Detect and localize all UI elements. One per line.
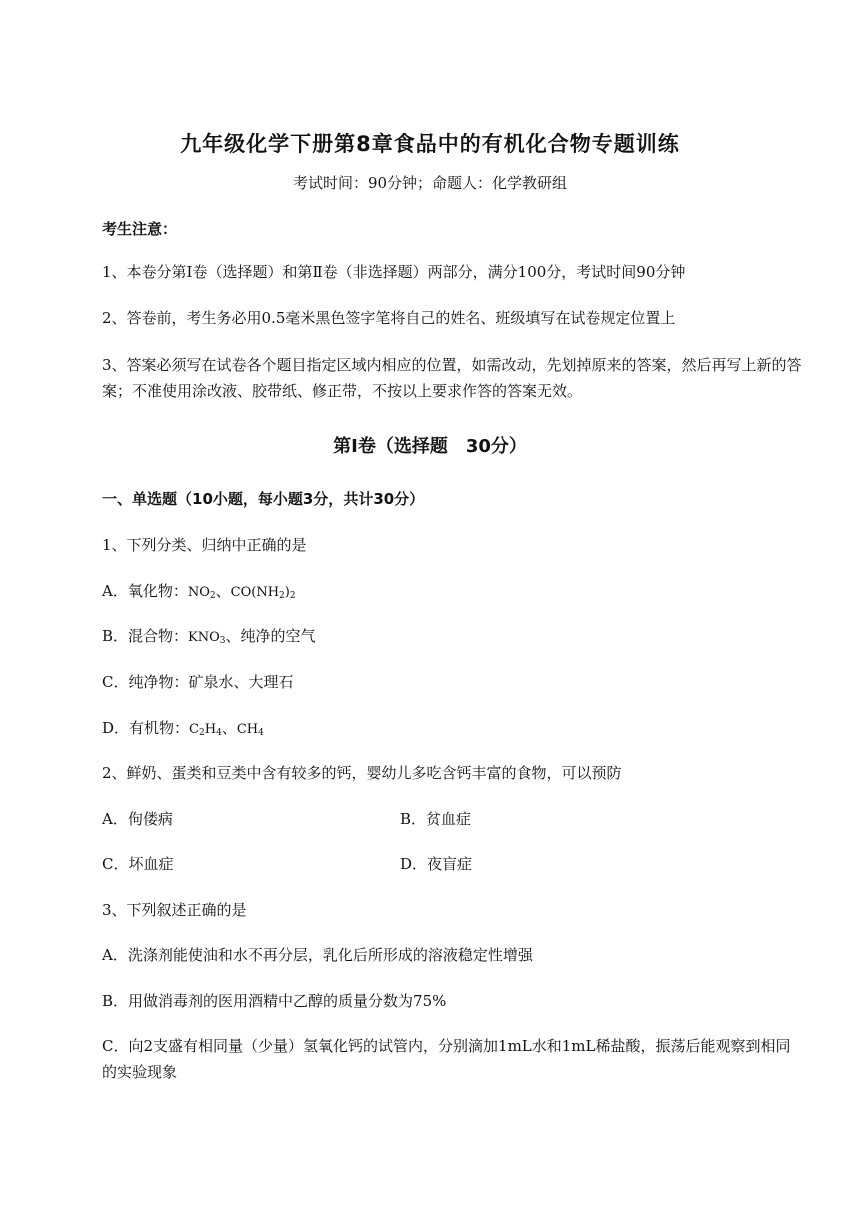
separator: 、 (221, 719, 237, 737)
question-1-option-d (102, 715, 802, 746)
formula-kno3: $KNO_3$ (188, 630, 226, 646)
option-a-label: A．氧化物： (102, 582, 188, 600)
question-2-option-a: A．佝偻病 (102, 810, 173, 828)
question-2-option-c: C．坏血症 (102, 855, 174, 873)
question-2-option-d: D．夜盲症 (400, 855, 473, 873)
question-2-stem: 2、鲜奶、蛋类和豆类中含有较多的钙，婴幼儿多吃含钙丰富的食物，可以预防 (102, 764, 622, 782)
option-b-rest: 、纯净的空气 (225, 627, 316, 645)
question-3-option-b: B．用做消毒剂的医用酒精中乙醇的质量分数为75% (102, 992, 447, 1010)
option-b-label: B．混合物： (102, 627, 189, 645)
notice-heading: 考生注意： (102, 220, 178, 238)
question-1-option-c: C．纯净物：矿泉水、大理石 (102, 673, 294, 691)
question-1-stem: 1、下列分类、归纳中正确的是 (102, 536, 307, 554)
exam-info: 考试时间：90分钟；命题人：化学教研组 (292, 174, 568, 192)
question-3-option-c: C．向2支盛有相同量（少量）氢氧化钙的试管内，分别滴加1mL水和1mL稀盐酸，振荡后能观察到相同的实验现象 (102, 1037, 791, 1081)
formula-c2h4: $C_2H_4$ (189, 722, 222, 738)
question-1-option-b (102, 623, 802, 654)
separator: 、 (215, 582, 231, 600)
part-heading: 一、单选题（10小题，每小题3分，共计30分） (102, 490, 425, 508)
section-title: 第Ⅰ卷（选择题 30分） (333, 436, 527, 457)
page-title: 九年级化学下册第8章食品中的有机化合物专题训练 (180, 132, 680, 156)
question-3-stem: 3、下列叙述正确的是 (102, 901, 247, 919)
question-2-row-2 (102, 851, 802, 877)
question-2-option-b: B．贫血症 (400, 810, 472, 828)
formula-urea: $CO(NH_2)_2$ (230, 585, 296, 601)
formula-ch4: $CH_4$ (236, 722, 264, 738)
option-d-label: D．有机物： (102, 719, 190, 737)
notice-item-1: 1、本卷分第Ⅰ卷（选择题）和第Ⅱ卷（非选择题）两部分，满分100分，考试时间90分钟 (102, 263, 686, 281)
question-1-option-a (102, 578, 802, 609)
notice-item-2: 2、答卷前，考生务必用0.5毫米黑色签字笔将自己的姓名、班级填写在试卷规定位置上 (102, 309, 676, 327)
question-3-option-a: A．洗涤剂能使油和水不再分层，乳化后所形成的溶液稳定性增强 (102, 946, 533, 964)
formula-no2: $NO_2$ (187, 585, 216, 601)
notice-item-3: 3、答案必须写在试卷各个题目指定区域内相应的位置，如需改动，先划掉原来的答案，然后再写上新的答案；不准使用涂改液、胶带纸、修正带，不按以上要求作答的答案无效。 (102, 356, 802, 400)
question-2-row-1 (102, 806, 802, 832)
